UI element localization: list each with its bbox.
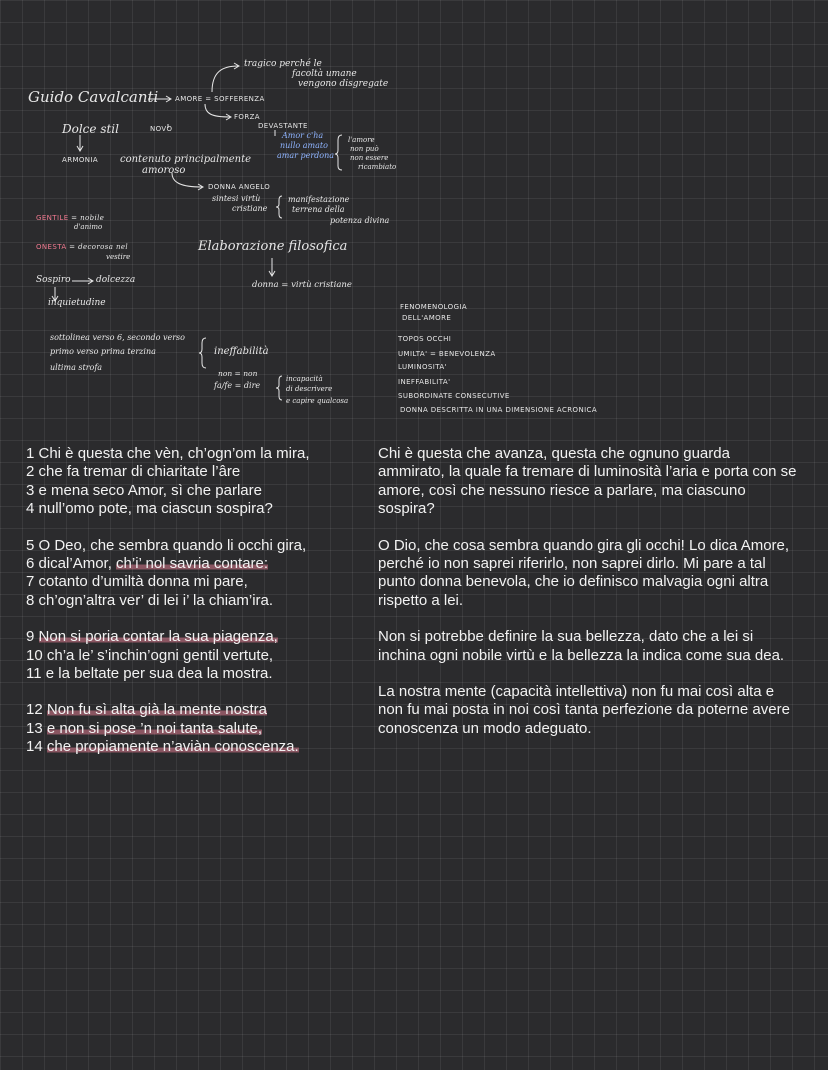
translation-paragraph-3: Non si potrebbe definire la sua bellezza, dato che a lei si inchina ogni nobile virtù e la bellezza la indica come sua dea.	[378, 628, 785, 664]
donna-descritta: DONNA DESCRITTA IN UNA DIMENSIONE ACRONICA	[400, 406, 598, 414]
amor-line1: Amor c'ha	[282, 131, 324, 140]
poem-line: 6 dical’Amor, ch’i’ nol savria contare:	[26, 555, 269, 573]
poem-line: 5 O Deo, che sembra quando li occhi gira,	[26, 536, 307, 554]
devastante: DEVASTANTE	[258, 122, 308, 130]
highlight: e non si pose ’n noi tanta salute,	[46, 719, 263, 737]
incap-line2: di descrivere	[286, 385, 333, 393]
poem-line: 13 e non si pose ’n noi tanta salute,	[26, 719, 263, 737]
contenuto-line2: amoroso	[142, 165, 186, 176]
elaborazione-filosofica: Elaborazione filosofica	[198, 239, 348, 254]
poem-stanza-4	[26, 701, 366, 756]
incap-line1: incapacità	[286, 375, 323, 383]
gentile: GENTILE = nobile	[36, 214, 105, 222]
tragico-line2: facoltà umane	[292, 69, 357, 79]
amore-nb2: non può	[350, 145, 379, 153]
highlight: ch’i’ nol savria contare:	[116, 555, 269, 573]
poem-line: 4 null’omo pote, ma ciascun sospira?	[26, 500, 273, 518]
poem-line: 10 ch’a le’ s’inchin’ogni gentil vertute,	[26, 646, 274, 664]
amore-sofferenza: AMORE = SOFFERENZA	[175, 95, 265, 103]
gentile-line2: d'animo	[74, 223, 103, 231]
manif-line3: potenza divina	[330, 216, 390, 225]
luminosita: LUMINOSITA'	[398, 363, 447, 371]
onesta: ONESTA = decorosa nel	[36, 243, 129, 251]
armonia: ARMONIA	[62, 156, 99, 164]
highlight: Non si poria contar la sua piagenza,	[38, 628, 278, 646]
tragico-line3: vengono disgregate	[298, 79, 389, 89]
dolce-stil: Dolce stil	[62, 122, 119, 136]
umilta: UMILTA' = BENEVOLENZA	[398, 350, 496, 358]
forza: FORZA	[234, 113, 260, 121]
fa-fe-def: fa/fe = dire	[214, 381, 261, 390]
manif-line1: manifestazione	[288, 195, 350, 204]
sospiro: Sospiro	[36, 275, 71, 285]
poem-text	[26, 445, 366, 775]
mindmap-arrows	[0, 0, 828, 440]
poem-line: 3 e mena seco Amor, sì che parlare	[26, 481, 262, 499]
donna-virtu: donna = virtù cristiane	[252, 280, 352, 290]
sottolinea-line3: ultima strofa	[50, 363, 103, 372]
amore-nb1: l'amore	[348, 136, 375, 144]
incap-line3: e capire qualcosa	[286, 397, 349, 405]
poem-line: 12 Non fu sì alta già la mente nostra	[26, 701, 267, 719]
sottolinea-line1: sottolinea verso 6, secondo verso	[50, 333, 185, 342]
sottolinea-line2: primo verso prima terzina	[50, 347, 156, 356]
poem-line: 8 ch’ogn’altra ver’ di lei i’ la chiam’ira.	[26, 591, 274, 609]
topos-occhi: TOPOS OCCHI	[398, 335, 452, 343]
manif-line2: terrena della	[292, 205, 345, 214]
non-def: non = non	[218, 369, 258, 378]
amor-line3: amar perdona	[277, 151, 335, 160]
translation-text	[378, 445, 798, 756]
onesta-line2: vestire	[106, 253, 131, 261]
poem-stanza-3	[26, 628, 366, 683]
tragico-line1: tragico perché le	[244, 59, 322, 69]
translation-paragraph-4: La nostra mente (capacità intellettiva) non fu mai così alta e non fu mai posta in noi così tanta perfezione da poterne avere conoscenza un modo adeguato.	[378, 683, 790, 737]
subordinate: SUBORDINATE CONSECUTIVE	[398, 392, 510, 400]
poem-line: 2 che fa tremar di chiaritate l’âre	[26, 463, 241, 481]
highlight: che propiamente n’aviàn conoscenza.	[46, 738, 299, 756]
translation-paragraph-1: Chi è questa che avanza, questa che ognuno guarda ammirato, la quale fa tremare di luminosità l’aria e porta con se amore, così che nessuno riesce a parlare, ma ciascuno sospira?	[378, 445, 797, 518]
poem-line: 7 cotanto d’umiltà donna mi pare,	[26, 573, 248, 591]
amor-line2: nullo amato	[280, 141, 328, 150]
ineffabilita-caps: INEFFABILITA'	[398, 378, 451, 386]
poem-line: 1 Chi è questa che vèn, ch’ogn’om la mira,	[26, 445, 310, 462]
poem-stanza-1	[26, 445, 366, 519]
author-name: Guido Cavalcanti	[28, 88, 159, 106]
sintesi-line1: sintesi virtù	[212, 194, 261, 203]
translation-paragraph-2: O Dio, che cosa sembra quando gira gli occhi! Lo dica Amore, perché io non saprei riferirlo, non saprei dirlo. Mi pare a tal punto donna benevola, che io definisco malvagia ogni altra rispetto a lei.	[378, 536, 790, 609]
highlight: Non fu sì alta già la mente nostra	[46, 701, 267, 719]
amore-nb4: ricambiato	[358, 163, 397, 171]
novo: NOVO	[150, 125, 173, 133]
poem-line: 14 che propiamente n’aviàn conoscenza.	[26, 738, 299, 756]
inquietudine: inquietudine	[48, 298, 106, 308]
contenuto-line1: contenuto principalmente	[120, 154, 252, 165]
donna-angelo: DONNA ANGELO	[208, 183, 271, 191]
poem-stanza-2	[26, 537, 366, 611]
fenomenologia: FENOMENOLOGIA	[400, 303, 468, 311]
amore-nb3: non essere	[350, 154, 389, 162]
dolcezza: dolcezza	[96, 275, 136, 285]
dell-amore: DELL'AMORE	[402, 314, 452, 322]
poem-line: 9 Non si poria contar la sua piagenza,	[26, 628, 278, 646]
ineffabilita: ineffabilità	[214, 346, 269, 357]
sintesi-line2: cristiane	[232, 204, 268, 213]
poem-line: 11 e la beltate per sua dea la mostra.	[26, 665, 273, 683]
